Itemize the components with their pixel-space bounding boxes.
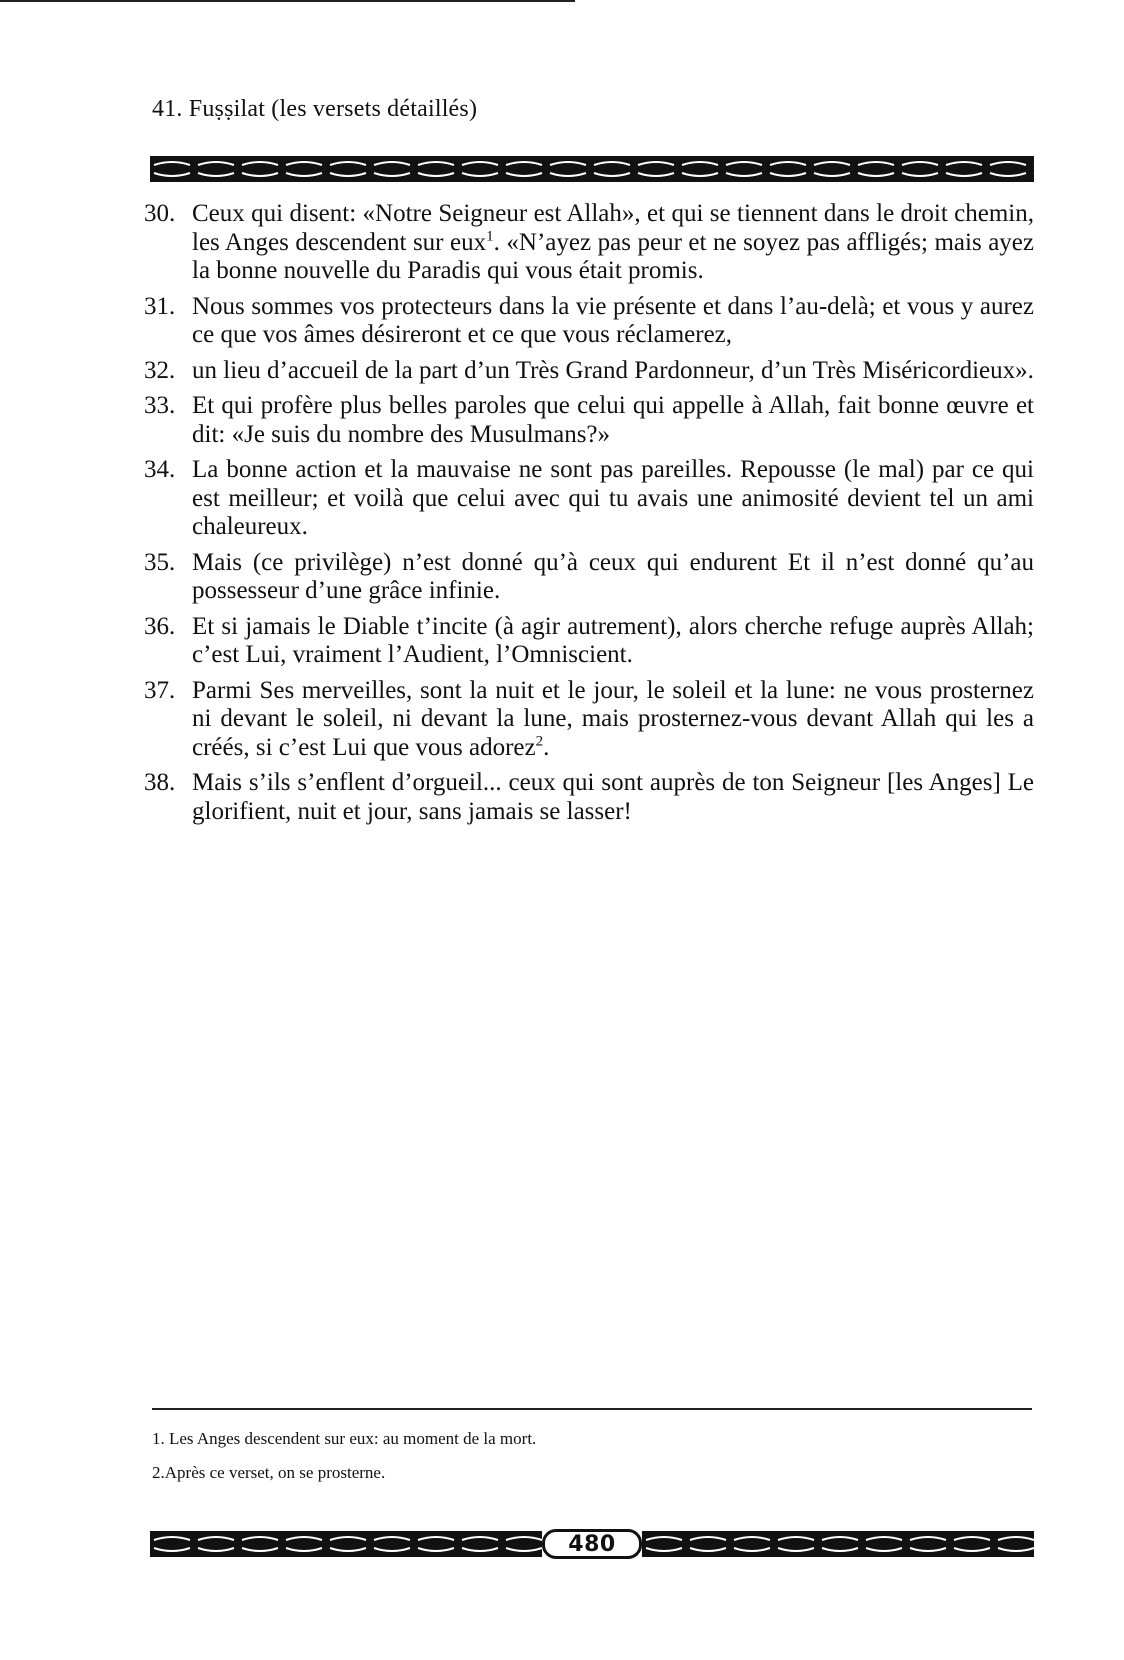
verse-text: Nous sommes vos protecteurs dans la vie présente et dans l’au-delà; et vous y aurez ce que vos âmes désireront et ce que vous réclamerez,: [192, 292, 1034, 348]
verse-number: 31.: [144, 292, 176, 320]
verse-text: Et si jamais le Diable t’incite (à agir autrement), alors cherche refuge auprès Allah; c’est Lui, vraiment l’Audient, l’Omniscient.: [192, 612, 1034, 668]
page-number: 480: [542, 1529, 642, 1559]
verse-item: [144, 357, 1034, 386]
verse-item: [144, 769, 1034, 826]
verse-text: La bonne action et la mauvaise ne sont pas pareilles. Repousse (le mal) par ce qui est meilleur; et voilà que celui avec qui tu avais une animosité devient tel un ami chaleureux.: [192, 456, 1034, 540]
verse-text: un lieu d’accueil de la part d’un Très Grand Pardonneur, d’un Très Miséricordieux».: [192, 356, 1034, 384]
verse-text: Mais (ce privilège) n’est donné qu’à ceux qui endurent Et il n’est donné qu’au possesseur d’une grâce infinie.: [192, 548, 1034, 604]
ornamental-band-top: [150, 156, 1034, 182]
ornament-chain-pattern: [150, 1531, 542, 1557]
verse-item: [144, 677, 1034, 763]
ornament-left: [150, 1531, 542, 1557]
ornament-chain-pattern: [150, 156, 1034, 182]
ornament-right: [642, 1531, 1034, 1557]
verse-number: 36.: [144, 612, 176, 640]
verse-text: Et qui profère plus belles paroles que celui qui appelle à Allah, fait bonne œuvre et dit: «Je suis du nombre des Musulmans?»: [192, 392, 1034, 448]
verse-number: 33.: [144, 392, 176, 419]
verse-item: [144, 200, 1034, 286]
verse-number: 30.: [144, 200, 176, 227]
ornament-chain-pattern: [642, 1531, 1034, 1557]
footnote-2: 2.Après ce verset, on se prosterne.: [152, 1463, 386, 1482]
footnotes: [152, 1428, 1032, 1496]
top-rule: [0, 0, 575, 2]
verse-item: [144, 613, 1034, 670]
verse-number: 32.: [144, 356, 176, 384]
footnote-1: 1. Les Anges descendent sur eux: au moment de la mort.: [152, 1429, 537, 1448]
page-header-title: 41. Fuṣṣilat (les versets détaillés): [152, 96, 478, 122]
ornamental-band-bottom: [150, 1529, 1034, 1559]
verse-item: [144, 549, 1034, 606]
verse-list: [144, 200, 1034, 833]
verse-number: 37.: [144, 676, 176, 704]
footnote-ref: 2: [535, 733, 544, 750]
footnote-separator: [152, 1408, 1032, 1410]
verse-text: Ceux qui disent: «Notre Seigneur est Allah», et qui se tiennent dans le droit chemin, les Anges descendent sur eux$^1$. «N’ayez pas peur et ne soyez pas affligés; mais ayez la bonne nouvelle du Paradis qui vous était promis.: [192, 200, 1034, 284]
verse-item: [144, 392, 1034, 449]
verse-text: Mais s’ils s’enflent d’orgueil... ceux qui sont auprès de ton Seigneur [les Anges] Le glorifient, nuit et jour, sans jamais se lasser!: [192, 769, 1034, 825]
footnote-ref: 1: [486, 228, 494, 245]
verse-number: 38.: [144, 769, 176, 796]
verse-number: 35.: [144, 548, 176, 576]
verse-item: [144, 456, 1034, 542]
verse-number: 34.: [144, 456, 176, 483]
verse-text: Parmi Ses merveilles, sont la nuit et le jour, le soleil et la lune: ne vous prosternez ni devant le soleil, ni devant la lune, mais prosternez-vous devant Allah qui les a créés, si c’est Lui que vous adorez$^2$.: [192, 676, 1034, 761]
verse-item: [144, 293, 1034, 350]
